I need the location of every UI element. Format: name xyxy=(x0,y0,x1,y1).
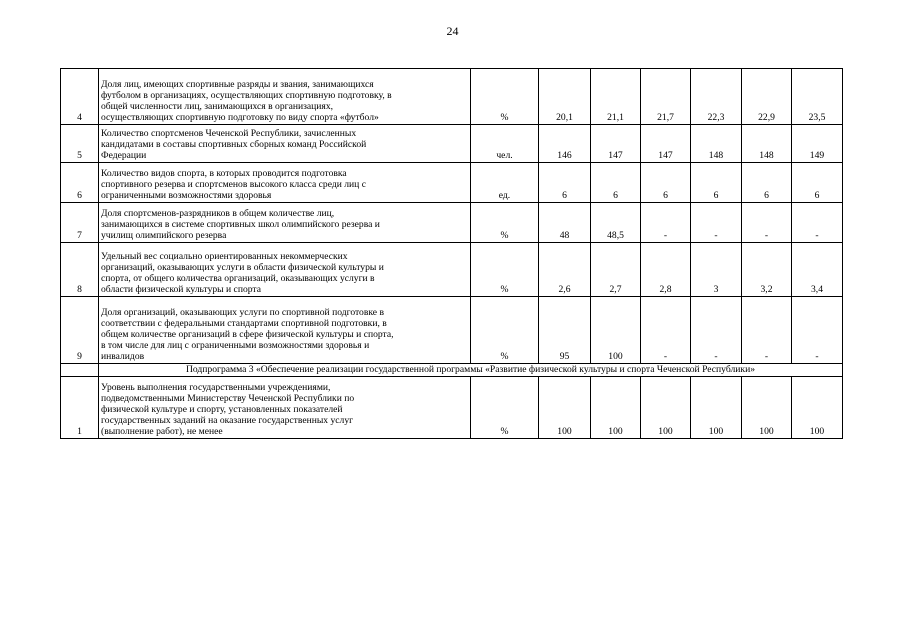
indicator-name xyxy=(99,377,471,439)
indicator-name-line: спортивного резерва и спортсменов высокого класса среди лиц с xyxy=(101,179,366,190)
value-cell: 22,9 xyxy=(742,69,792,125)
value-cell: 48,5 xyxy=(591,203,641,243)
value-cell: 147 xyxy=(641,125,691,163)
indicator-name-line: Уровень выполнения государственными учреждениями, xyxy=(101,382,331,393)
value-cell: - xyxy=(792,203,843,243)
indicator-name xyxy=(99,203,471,243)
indicator-name-line: Федерации xyxy=(101,150,147,161)
table-row xyxy=(61,203,843,243)
value-cell: 6 xyxy=(641,163,691,203)
indicator-name-line: в том числе для лиц с ограниченными возможностями здоровья и xyxy=(101,340,370,351)
indicator-name-line: общем количестве организаций в сфере физической культуры и спорта, xyxy=(101,329,394,340)
row-number: 8 xyxy=(61,243,99,297)
row-number: 1 xyxy=(61,377,99,439)
indicator-name-line: училищ олимпийского резерва xyxy=(101,230,227,241)
indicator-name-line: соответствии с федеральными стандартами спортивной подготовки, в xyxy=(101,318,387,329)
indicator-name-line: спорта, от общего количества организаций, оказывающих услуги в xyxy=(101,273,375,284)
row-number: 7 xyxy=(61,203,99,243)
value-cell: 21,7 xyxy=(641,69,691,125)
indicator-name xyxy=(99,297,471,364)
indicator-name-line: Удельный вес социально ориентированных некоммерческих xyxy=(101,251,348,262)
value-cell: 6 xyxy=(742,163,792,203)
indicator-name-line: осуществляющих спортивную подготовку по виду спорта «футбол» xyxy=(101,112,379,123)
subprogram-blank-cell xyxy=(61,364,99,377)
row-number: 6 xyxy=(61,163,99,203)
subprogram-title: Подпрограмма 3 «Обеспечение реализации государственной программы «Развитие физической культуры и спорта Чеченской Республики» xyxy=(99,364,843,377)
indicator-name-line: (выполнение работ), не менее xyxy=(101,426,223,437)
unit-cell: % xyxy=(471,377,539,439)
value-cell: 146 xyxy=(539,125,591,163)
value-cell: 100 xyxy=(591,377,641,439)
indicator-name-line: Доля лиц, имеющих спортивные разряды и звания, занимающихся xyxy=(101,79,374,90)
table-row xyxy=(61,377,843,439)
indicators-table xyxy=(60,68,843,439)
indicator-name-line: кандидатами в составы спортивных сборных команд Российской xyxy=(101,139,367,150)
value-cell: 2,6 xyxy=(539,243,591,297)
indicator-name-line: ограниченными возможностями здоровья xyxy=(101,190,272,201)
indicator-name-line: футболом в организациях, осуществляющих спортивную подготовку, в xyxy=(101,90,392,101)
indicator-name-line: физической культуре и спорту, установленных показателей xyxy=(101,404,343,415)
value-cell: 100 xyxy=(539,377,591,439)
table-row xyxy=(61,125,843,163)
value-cell: 6 xyxy=(792,163,843,203)
indicator-name xyxy=(99,163,471,203)
value-cell: - xyxy=(641,203,691,243)
row-number: 5 xyxy=(61,125,99,163)
indicator-name-line: занимающихся в системе спортивных школ олимпийского резерва и xyxy=(101,219,380,230)
value-cell: - xyxy=(742,297,792,364)
value-cell: 147 xyxy=(591,125,641,163)
subprogram-header-row xyxy=(61,364,843,377)
value-cell: 6 xyxy=(591,163,641,203)
unit-cell: % xyxy=(471,243,539,297)
value-cell: 23,5 xyxy=(792,69,843,125)
value-cell: 148 xyxy=(691,125,742,163)
indicator-name xyxy=(99,69,471,125)
indicator-name-line: Доля организаций, оказывающих услуги по спортивной подготовке в xyxy=(101,307,384,318)
table-row xyxy=(61,243,843,297)
value-cell: 95 xyxy=(539,297,591,364)
value-cell: - xyxy=(742,203,792,243)
value-cell: 48 xyxy=(539,203,591,243)
value-cell: 21,1 xyxy=(591,69,641,125)
indicator-name-line: Количество видов спорта, в которых проводится подготовка xyxy=(101,168,347,179)
value-cell: 6 xyxy=(539,163,591,203)
indicator-name-line: Доля спортсменов-разрядников в общем количестве лиц, xyxy=(101,208,335,219)
value-cell: 22,3 xyxy=(691,69,742,125)
value-cell: 2,8 xyxy=(641,243,691,297)
value-cell: 100 xyxy=(691,377,742,439)
value-cell: - xyxy=(691,203,742,243)
row-number: 9 xyxy=(61,297,99,364)
indicator-name xyxy=(99,243,471,297)
value-cell: 149 xyxy=(792,125,843,163)
value-cell: 3 xyxy=(691,243,742,297)
value-cell: 2,7 xyxy=(591,243,641,297)
value-cell: - xyxy=(691,297,742,364)
indicator-name-line: области физической культуры и спорта xyxy=(101,284,261,295)
value-cell: 100 xyxy=(792,377,843,439)
value-cell: 148 xyxy=(742,125,792,163)
indicator-name xyxy=(99,125,471,163)
unit-cell: чел. xyxy=(471,125,539,163)
value-cell: 100 xyxy=(591,297,641,364)
value-cell: 20,1 xyxy=(539,69,591,125)
value-cell: 100 xyxy=(641,377,691,439)
row-number: 4 xyxy=(61,69,99,125)
value-cell: 3,4 xyxy=(792,243,843,297)
indicator-name-line: Количество спортсменов Чеченской Республики, зачисленных xyxy=(101,128,357,139)
value-cell: - xyxy=(641,297,691,364)
page-number: 24 xyxy=(446,24,459,38)
value-cell: 6 xyxy=(691,163,742,203)
indicator-name-line: общей численности лиц, занимающихся в организациях, xyxy=(101,101,334,112)
unit-cell: ед. xyxy=(471,163,539,203)
indicator-name-line: организаций, оказывающих услуги в области физической культуры и xyxy=(101,262,384,273)
unit-cell: % xyxy=(471,69,539,125)
unit-cell: % xyxy=(471,203,539,243)
indicator-name-line: инвалидов xyxy=(101,351,145,362)
indicator-name-line: подведомственными Министерству Чеченской Республики по xyxy=(101,393,355,404)
unit-cell: % xyxy=(471,297,539,364)
indicator-name-line: государственных заданий на оказание государственных услуг xyxy=(101,415,354,426)
value-cell: - xyxy=(792,297,843,364)
value-cell: 100 xyxy=(742,377,792,439)
value-cell: 3,2 xyxy=(742,243,792,297)
table-row xyxy=(61,163,843,203)
table-row xyxy=(61,297,843,364)
table-row xyxy=(61,69,843,125)
